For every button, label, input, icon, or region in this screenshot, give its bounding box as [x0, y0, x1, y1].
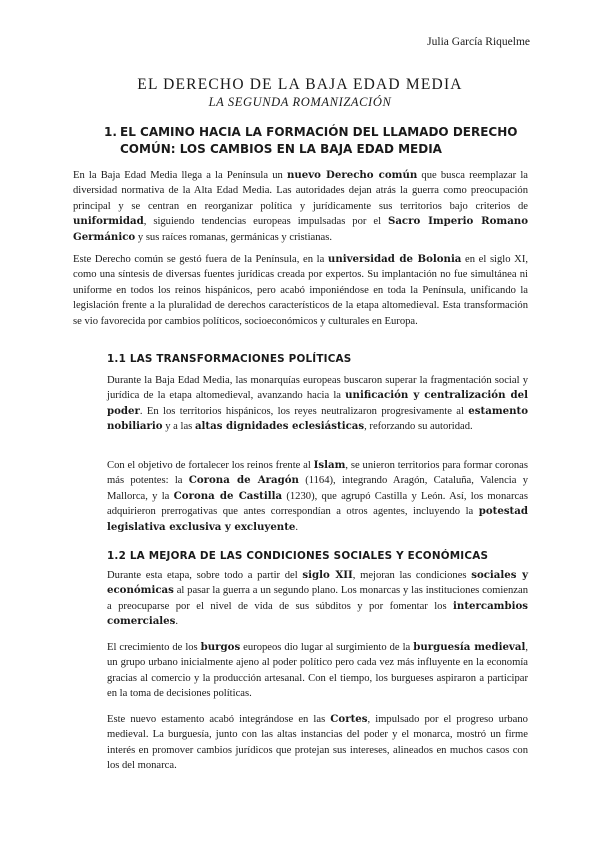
subsection-heading: 1.1 LAS TRANSFORMACIONES POLÍTICAS [107, 353, 352, 365]
author-name: Julia García Riquelme [427, 36, 530, 48]
page-subtitle: LA SEGUNDA ROMANIZACIÓN [208, 95, 392, 109]
page-title: EL DERECHO DE LA BAJA EDAD MEDIA [137, 76, 463, 93]
subsection-heading: 1.2 LA MEJORA DE LAS CONDICIONES SOCIALES Y ECONÓMICAS [107, 550, 489, 562]
paragraph: Este Derecho común se gestó fuera de la Península, en la universidad de Bolonia en el siglo XI, como una síntesis de diversas fuentes jurídicas creada por expertos. Su implantación no fue simultánea ni uniforme en todos los reinos hispánicos, pero acabó imponiéndose en toda la Península, unificando la legislación frente a la pluralidad de derechos característicos de la etapa altomedieval. Esta transformación se vio favorecida por cambios políticos, socioeconómicos y culturales en Europa. [73, 253, 528, 327]
section-number: 1. [104, 125, 117, 139]
paragraph: Durante esta etapa, sobre todo a partir del siglo XII, mejoran las condiciones sociales y económicas al pasar la guerra a un segundo plano. Los monarcas y las instituciones comienzan a preocuparse por el nivel de vida de sus súbditos y por fomentar los intercambios comerciales. [107, 569, 528, 628]
section-heading [104, 124, 520, 158]
paragraph: Con el objetivo de fortalecer los reinos frente al Islam, se unieron territorios para formar coronas más potentes: la Corona de Aragón (1164), integrando Aragón, Cataluña, Valencia y Mallorca, y la Corona de Castilla (1230), que agrupó Castilla y León. Así, los monarcas adquirieron prerrogativas que antes correspondían a otros agentes, incluyendo la potestad legislativa exclusiva y excluyente. [107, 459, 528, 533]
paragraph: En la Baja Edad Media llega a la Península un nuevo Derecho común que busca reemplazar la diversidad normativa de la Alta Edad Media. Las autoridades dejan atrás la guerra como preocupación principal y se centran en reorganizar política y jurídicamente sus territorios bajo criterios de uniformidad, siguiendo tendencias europeas impulsadas por el Sacro Imperio Romano Germánico y sus raíces romanas, germánicas y cristianas. [73, 169, 529, 243]
section-title: EL CAMINO HACIA LA FORMACIÓN DEL LLAMADO DERECHO COMÚN: LOS CAMBIOS EN LA BAJA EDAD MEDIA [120, 125, 518, 156]
paragraph: Este nuevo estamento acabó integrándose en las Cortes, impulsado por el progreso urbano medieval. La burguesía, junto con las altas instancias del poder y el monarca, mostró un firme interés en promover cambios jurídicos que protejan sus intereses, alineados en muchos casos con los del monarca. [107, 713, 528, 772]
paragraph: Durante la Baja Edad Media, las monarquías europeas buscaron superar la fragmentación social y jurídica de la etapa altomedieval, avanzando hacia la unificación y centralización del poder. En los territorios hispánicos, los reyes neutralizaron progresivamente al estamento nobiliario y a las altas dignidades eclesiásticas, reforzando su autoridad. [107, 375, 528, 433]
paragraph: El crecimiento de los burgos europeos dio lugar al surgimiento de la burguesía medieval, un grupo urbano inicialmente ajeno al poder político pero cada vez más influyente en la economía gracias al comercio y la producción artesanal. Con el tiempo, los burgueses aspiraron a participar en la toma de decisiones políticas. [107, 641, 528, 700]
